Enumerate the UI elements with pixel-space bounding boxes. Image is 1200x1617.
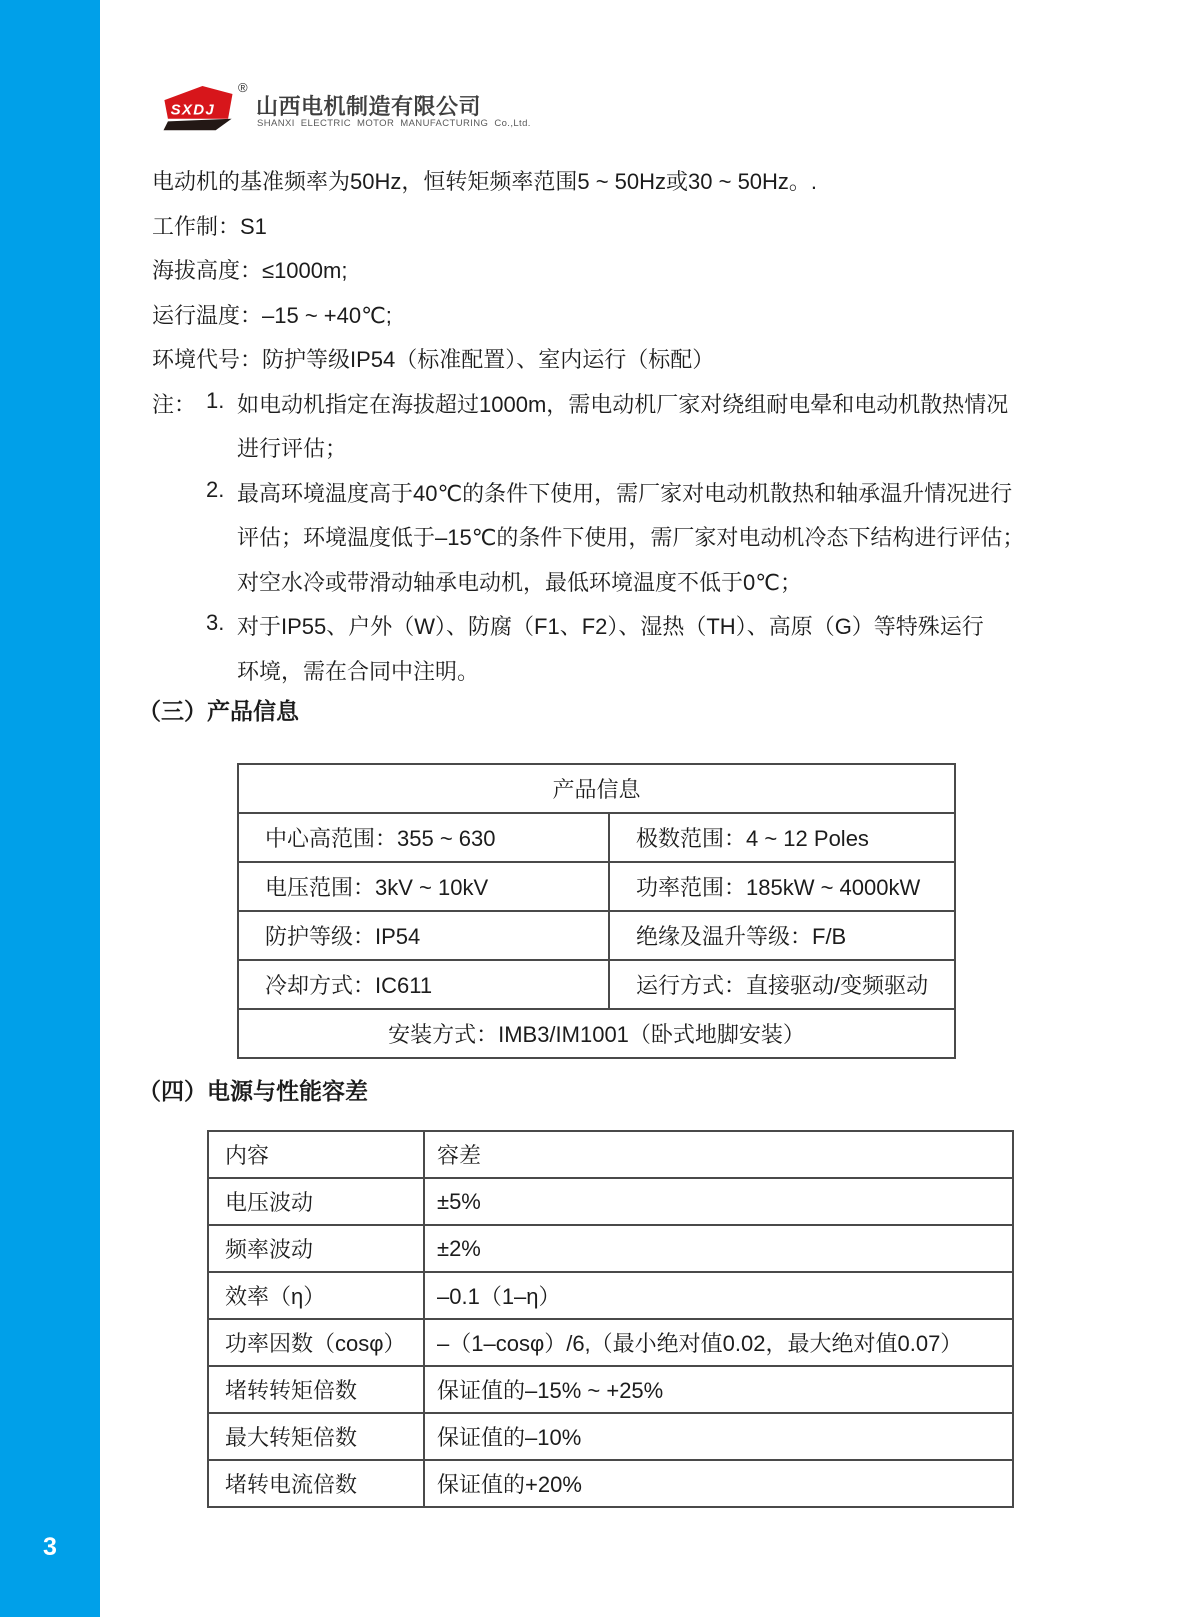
body-line: 工作制：S1 — [152, 214, 267, 239]
table-row — [208, 1225, 1013, 1272]
body-line: 海拔高度：≤1000m; — [152, 258, 348, 283]
note-line: 最高环境温度高于40℃的条件下使用，需厂家对电动机散热和轴承温升情况进行 — [237, 481, 1013, 506]
table-cell: 保证值的–10% — [424, 1413, 1013, 1460]
table-cell: 堵转转矩倍数 — [208, 1366, 424, 1413]
table-cell: 功率范围：185kW ~ 4000kW — [609, 862, 955, 911]
table-cell: 最大转矩倍数 — [208, 1413, 424, 1460]
table-cell: ±5% — [424, 1178, 1013, 1225]
note-number: 1. — [206, 388, 225, 413]
company-name-en: SHANXI ELECTRIC MOTOR MANUFACTURING Co.,Ltd. — [257, 118, 531, 129]
note-number: 2. — [206, 477, 225, 502]
company-name-cn: 山西电机制造有限公司 — [256, 94, 482, 119]
table-footer-cell: 安装方式：IMB3/IM1001（卧式地脚安装） — [238, 1009, 955, 1058]
table-cell: 运行方式：直接驱动/变频驱动 — [609, 960, 955, 1009]
table-row — [208, 1178, 1013, 1225]
note-line: 如电动机指定在海拔超过1000m，需电动机厂家对绕组耐电晕和电动机散热情况 — [237, 392, 1009, 417]
table-header-cell: 内容 — [208, 1131, 424, 1178]
table-cell: 保证值的–15% ~ +25% — [424, 1366, 1013, 1413]
svg-text:SXDJ: SXDJ — [170, 101, 216, 119]
note-number: 3. — [206, 610, 225, 635]
note-line: 进行评估； — [237, 436, 348, 461]
table-cell: ±2% — [424, 1225, 1013, 1272]
table-cell: 防护等级：IP54 — [238, 911, 609, 960]
note-line: 环境，需在合同中注明。 — [237, 659, 480, 684]
table-row — [238, 862, 955, 911]
tolerance-table — [207, 1130, 1014, 1508]
table-cell: 冷却方式：IC611 — [238, 960, 609, 1009]
registered-trademark-icon: ® — [238, 80, 248, 95]
table-row — [208, 1319, 1013, 1366]
table-cell: 功率因数（cosφ） — [208, 1319, 424, 1366]
table-cell: 堵转电流倍数 — [208, 1460, 424, 1507]
table-cell: –（1–cosφ）/6,（最小绝对值0.02，最大绝对值0.07） — [424, 1319, 1013, 1366]
table-row — [238, 813, 955, 862]
table-cell: 电压波动 — [208, 1178, 424, 1225]
note-line: 对空水冷或带滑动轴承电动机，最低环境温度不低于0℃； — [237, 570, 802, 595]
table-cell: –0.1（1–η） — [424, 1272, 1013, 1319]
table-cell: 保证值的+20% — [424, 1460, 1013, 1507]
table-row — [238, 911, 955, 960]
table-header-row — [208, 1131, 1013, 1178]
table-header-cell: 容差 — [424, 1131, 1013, 1178]
body-line: 电动机的基准频率为50Hz，恒转矩频率范围5 ~ 50Hz或30 ~ 50Hz。. — [152, 169, 818, 194]
table-row — [208, 1366, 1013, 1413]
section4-heading: （四）电源与性能容差 — [138, 1078, 368, 1104]
table-cell: 绝缘及温升等级：F/B — [609, 911, 955, 960]
note-label: 注： — [152, 392, 197, 417]
product-info-table — [237, 763, 956, 1059]
body-line: 运行温度：–15 ~ +40℃; — [152, 303, 392, 328]
note-line: 对于IP55、户外（W）、防腐（F1、F2）、湿热（TH）、高原（G）等特殊运行 — [237, 614, 984, 639]
note-line: 评估；环境温度低于–15℃的条件下使用，需厂家对电动机冷态下结构进行评估； — [237, 525, 1025, 550]
table-row — [238, 960, 955, 1009]
left-accent-band — [0, 0, 100, 1617]
table-cell: 电压范围：3kV ~ 10kV — [238, 862, 609, 911]
table-row — [208, 1460, 1013, 1507]
table-cell: 中心高范围：355 ~ 630 — [238, 813, 609, 862]
table-cell: 极数范围：4 ~ 12 Poles — [609, 813, 955, 862]
body-line: 环境代号：防护等级IP54（标准配置）、室内运行（标配） — [152, 347, 715, 372]
table-cell: 效率（η） — [208, 1272, 424, 1319]
table-row — [208, 1413, 1013, 1460]
sxdj-logo-icon — [162, 86, 234, 132]
table-row — [208, 1272, 1013, 1319]
table-cell: 频率波动 — [208, 1225, 424, 1272]
section3-heading: （三）产品信息 — [138, 698, 299, 724]
table-row — [238, 1009, 955, 1058]
product-info-table-title: 产品信息 — [238, 764, 955, 813]
page-number: 3 — [43, 1533, 57, 1561]
